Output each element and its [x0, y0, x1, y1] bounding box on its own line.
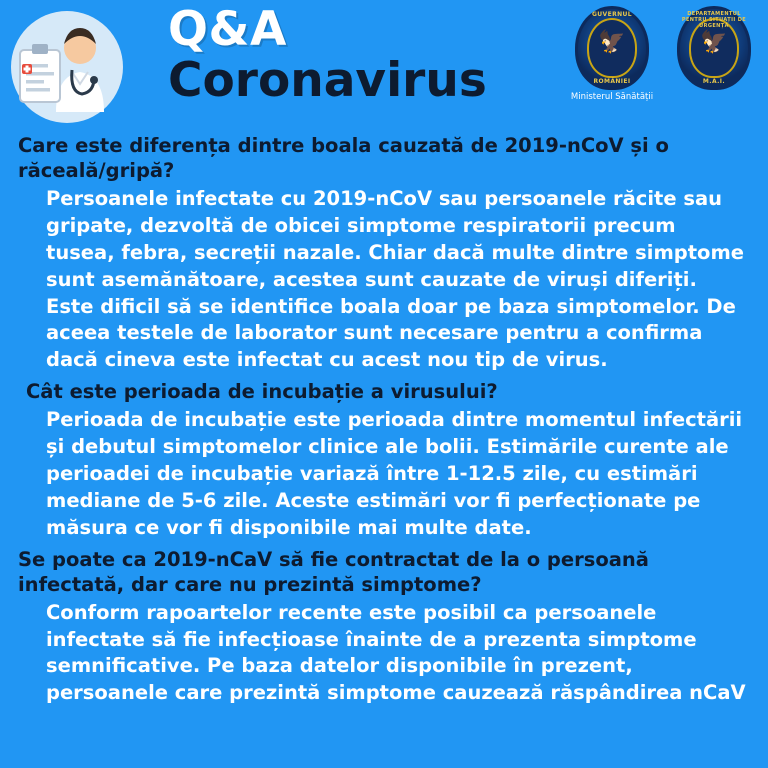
page-title-qa: Q&A [168, 2, 287, 57]
mai-crest-icon [677, 6, 751, 90]
question-text: Se poate ca 2019-nCaV să fie contractat de la o persoană infectată, dar care nu prezintă simptome? [18, 547, 649, 596]
mai-eagle-icon: 🦅 [700, 30, 728, 55]
mai-band-bottom: M.A.I. [702, 78, 726, 85]
mai-logo [670, 6, 758, 90]
qa-item [18, 134, 750, 374]
guvernul-romaniei-logo [568, 6, 656, 102]
guvernul-romaniei-crest-icon [575, 6, 649, 90]
ministerul-sanatatii-caption: Ministerul Sănătății [570, 92, 654, 102]
title-block [168, 2, 568, 108]
qa-content [0, 132, 768, 707]
logo-group [568, 6, 758, 102]
crest-band-bottom: ROMÂNIEI [593, 78, 631, 85]
doctor-clipboard-illustration [8, 8, 126, 126]
eagle-icon: 🦅 [598, 30, 626, 55]
qa-item [18, 548, 750, 708]
page-title-coronavirus: Coronavirus [168, 52, 487, 108]
answer-text: Conform rapoartelor recente este posibil ca persoanele infectate să fie infecțioase înainte de a prezenta simptome semnificative. Pe baza datelor disponibile în prezent, persoanele care prezintă simptome cauzează răspândirea nCaV [46, 600, 746, 705]
answer-text: Perioada de incubație este perioada dintre momentul infectării și debutul simptomelor clinice ale bolii. Estimările curente ale perioadei de incubație variază între 1-12.5 zile, cu estimări mediane de 5-6 zile. Aceste estimări vor fi perfecționate pe măsura ce vor fi disponibile mai multe date. [46, 408, 743, 539]
header [0, 0, 768, 132]
qa-item [18, 380, 750, 541]
question-text: Care este diferența dintre boala cauzată de 2019-nCoV și o răceală/gripă? [18, 134, 669, 182]
mai-band-top: DEPARTAMENTUL PENTRU SITUAȚII DE URGENȚĂ [681, 11, 747, 29]
answer-text: Persoanele infectate cu 2019-nCoV sau persoanele răcite sau gripate, dezvoltă de obicei simptome respiratorii precum tusea, febra, secreții nazale. Chiar dacă multe dintre simptome sunt asemănătoare, acestea sunt cauzate de viruși diferiți. Este dificil să se identifice boala doar pe baza simptomelor. De aceea testele de laborator sunt necesare pentru a confirma dacă cineva este infectat cu acest nou tip de virus. [46, 186, 744, 372]
crest-band-top: GUVERNUL [591, 11, 633, 18]
question-text: Cât este perioada de incubație a virusului? [26, 380, 498, 404]
